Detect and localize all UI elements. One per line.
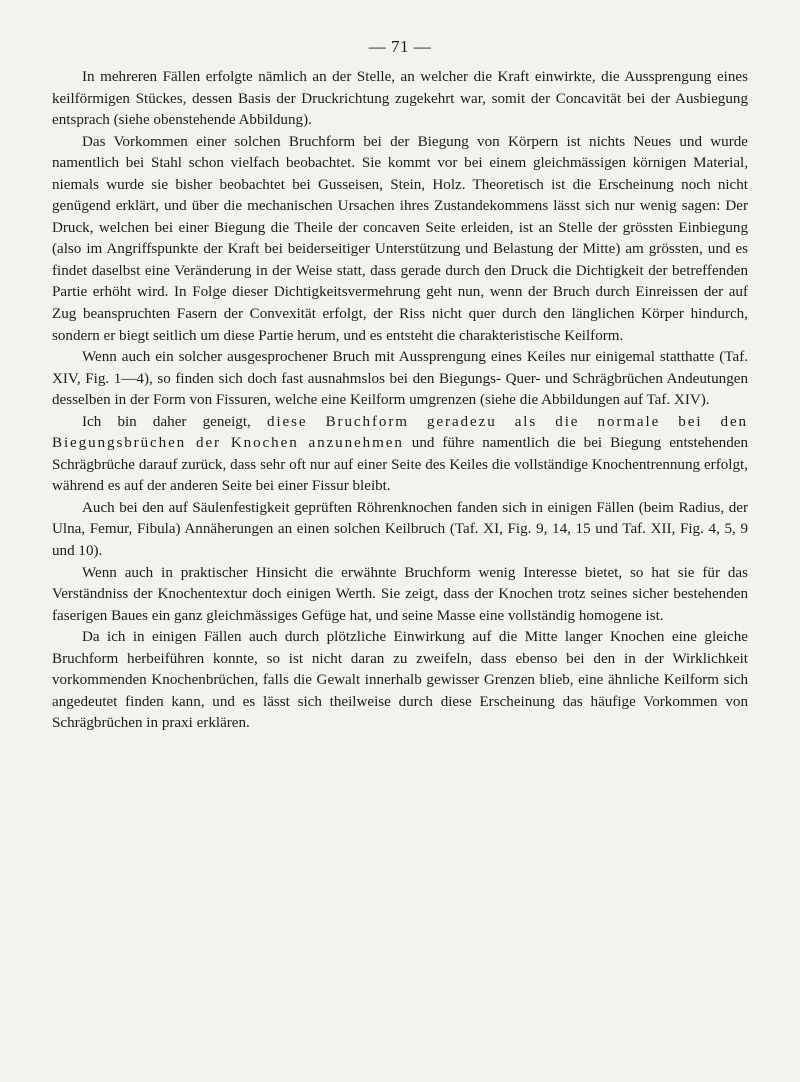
paragraph-4-rest: und führe namentlich die bei Biegung entstehenden Schrägbrüche darauf zurück, dass sehr oft nur auf einer Seite des Keiles die vollständige Knochentrennung erfolgt, während es auf der anderen Seite bei einer Fissur bleibt. (52, 435, 748, 495)
paragraph-5: Auch bei den auf Säulenfestigkeit geprüften Röhrenknochen fanden sich in einigen Fällen (beim Radius, der Ulna, Femur, Fibula) Annäherungen an einen solchen Keilbruch (Taf. XI, Fig. 9, 14, 15 und Taf. XII, Fig. 4, 5, 9 und 10). (52, 499, 748, 560)
paragraph-1: In mehreren Fällen erfolgte nämlich an der Stelle, an welcher die Kraft einwirkte, die Aussprengung eines keilförmigen Stückes, dessen Basis der Druckrichtung zugekehrt war, somit der Concavität bei der Ausbiegung entsprach (siehe obenstehende Abbildung). (52, 69, 748, 129)
paragraph-7: Da ich in einigen Fällen auch durch plötzliche Einwirkung auf die Mitte langer Knochen eine gleiche Bruchform herbeiführen konnte, so ist nicht daran zu zweifeln, dass ebenso bei den in der Wirklichkeit vorkommenden Knochenbrüchen, falls die Gewalt innerhalb gewisser Grenzen blieb, eine ähnliche Keilform sich angedeutet finden kann, und es lässt sich theilweise durch diese Erscheinung das häufige Vorkommen von Schrägbrüchen in praxi erklären. (52, 629, 748, 732)
paragraph-2: Das Vorkommen einer solchen Bruchform bei der Biegung von Körpern ist nichts Neues und wurde namentlich bei Stahl schon vielfach beobachtet. Sie kommt vor bei einem gleichmässigen körnigen Material, niemals wurde sie bisher beobachtet bei Gusseisen, Stein, Holz. Theoretisch ist die Erscheinung noch nicht genügend erklärt, und über die mechanischen Ursachen ihres Zustandekommens lässt sich nur wenig sagen: Der Druck, welchen bei einer Biegung die Theile der concaven Seite erleiden, ist an Stelle der grössten Einbiegung (also im Angriffspunkte der Kraft bei beiderseitiger Unterstützung und Belastung der Mitte) am grössten, und es findet daselbst eine Veränderung in der Weise statt, dass gerade durch den Druck die Dichtigkeit der betreffenden Partie erhöht wird. In Folge dieser Dichtigkeitsvermehrung geht nun, wenn der Bruch durch Einreissen der auf Zug beanspruchten Fasern der Convexität erfolgt, der Riss nicht quer durch den länglichen Körper hindurch, sondern er biegt seitlich um diese Partie herum, und es entsteht die charakteristische Keilform. (52, 133, 748, 344)
paragraph-4-emphasis: diese Bruchform geradezu als die normale bei den Biegungsbrüchen der Knochen anzunehmen (52, 413, 748, 452)
paragraph-3: Wenn auch ein solcher ausgesprochener Bruch mit Aussprengung eines Keiles nur einigemal statthatte (Taf. XIV, Fig. 1—4), so finden sich doch fast ausnahmslos bei den Biegungs- Quer- und Schrägbrüchen Andeutungen desselben in der Form von Fissuren, welche eine Keilform umgrenzen (siehe die Abbildungen auf Taf. XIV). (52, 349, 748, 409)
page-number: — 71 — (368, 37, 432, 56)
paragraph-4 (52, 412, 748, 498)
paragraph-4-lead: Ich bin daher geneigt, (82, 413, 267, 430)
body-text (52, 67, 748, 735)
paragraph-6: Wenn auch in praktischer Hinsicht die erwähnte Bruchform wenig Interesse bietet, so hat sie für das Verständniss der Knochentextur doch einigen Werth. Sie zeigt, dass der Knochen trotz seines sicher bestehenden faserigen Baues ein ganz gleichmässiges Gefüge hat, und seine Masse eine vollständig homogene ist. (52, 564, 748, 624)
